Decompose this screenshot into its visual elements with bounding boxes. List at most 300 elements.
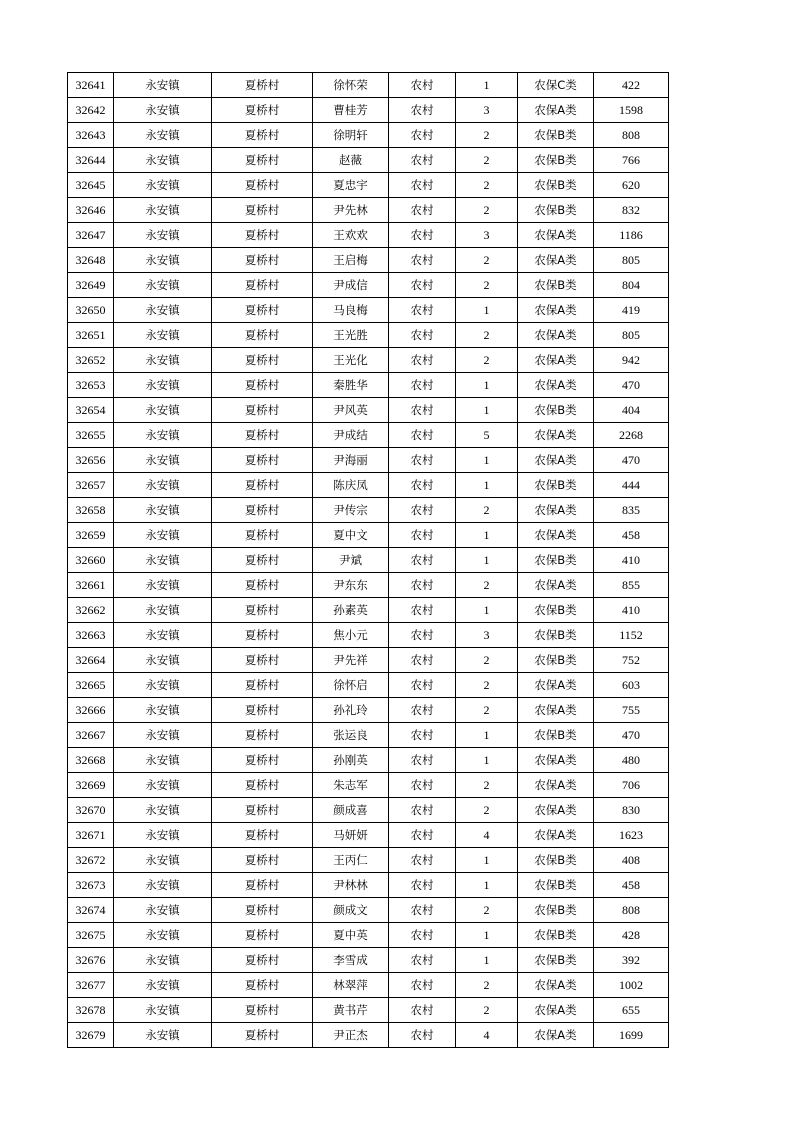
cell-household-size: 2	[456, 698, 518, 723]
cell-village: 夏桥村	[212, 73, 313, 98]
cell-name: 夏中文	[313, 523, 389, 548]
cell-village: 夏桥村	[212, 598, 313, 623]
cell-village: 夏桥村	[212, 673, 313, 698]
cell-amount: 470	[594, 723, 669, 748]
cell-insurance-type: 农保B类	[518, 473, 594, 498]
cell-name: 林翠萍	[313, 973, 389, 998]
cell-town: 永安镇	[114, 623, 212, 648]
cell-village: 夏桥村	[212, 698, 313, 723]
table-row	[68, 598, 669, 623]
table-row	[68, 248, 669, 273]
cell-amount: 1186	[594, 223, 669, 248]
table-row	[68, 648, 669, 673]
cell-town: 永安镇	[114, 198, 212, 223]
cell-serial-number: 32654	[68, 398, 114, 423]
cell-amount: 830	[594, 798, 669, 823]
cell-village: 夏桥村	[212, 898, 313, 923]
cell-amount: 1699	[594, 1023, 669, 1048]
cell-name: 徐怀荣	[313, 73, 389, 98]
cell-household-size: 3	[456, 223, 518, 248]
cell-category: 农村	[389, 273, 456, 298]
cell-insurance-type: 农保A类	[518, 348, 594, 373]
cell-serial-number: 32667	[68, 723, 114, 748]
cell-insurance-type: 农保B类	[518, 648, 594, 673]
cell-name: 王丙仁	[313, 848, 389, 873]
cell-household-size: 2	[456, 673, 518, 698]
cell-name: 颜成喜	[313, 798, 389, 823]
cell-amount: 1002	[594, 973, 669, 998]
cell-household-size: 1	[456, 548, 518, 573]
cell-village: 夏桥村	[212, 798, 313, 823]
cell-insurance-type: 农保B类	[518, 923, 594, 948]
cell-household-size: 2	[456, 123, 518, 148]
cell-town: 永安镇	[114, 323, 212, 348]
cell-household-size: 1	[456, 723, 518, 748]
cell-category: 农村	[389, 698, 456, 723]
cell-name: 朱志军	[313, 773, 389, 798]
cell-village: 夏桥村	[212, 648, 313, 673]
cell-household-size: 2	[456, 973, 518, 998]
table-row	[68, 473, 669, 498]
cell-category: 农村	[389, 798, 456, 823]
cell-name: 尹东东	[313, 573, 389, 598]
cell-town: 永安镇	[114, 298, 212, 323]
cell-name: 黄书芹	[313, 998, 389, 1023]
cell-category: 农村	[389, 848, 456, 873]
cell-category: 农村	[389, 548, 456, 573]
cell-amount: 1623	[594, 823, 669, 848]
cell-serial-number: 32674	[68, 898, 114, 923]
cell-village: 夏桥村	[212, 373, 313, 398]
cell-household-size: 2	[456, 773, 518, 798]
cell-town: 永安镇	[114, 973, 212, 998]
cell-insurance-type: 农保B类	[518, 198, 594, 223]
cell-category: 农村	[389, 398, 456, 423]
cell-town: 永安镇	[114, 123, 212, 148]
cell-household-size: 1	[456, 848, 518, 873]
cell-household-size: 2	[456, 348, 518, 373]
cell-village: 夏桥村	[212, 98, 313, 123]
cell-town: 永安镇	[114, 248, 212, 273]
cell-category: 农村	[389, 73, 456, 98]
cell-serial-number: 32679	[68, 1023, 114, 1048]
cell-household-size: 1	[456, 748, 518, 773]
cell-category: 农村	[389, 423, 456, 448]
cell-amount: 603	[594, 673, 669, 698]
cell-serial-number: 32677	[68, 973, 114, 998]
cell-village: 夏桥村	[212, 448, 313, 473]
cell-insurance-type: 农保B类	[518, 548, 594, 573]
cell-name: 秦胜华	[313, 373, 389, 398]
table-row	[68, 573, 669, 598]
cell-village: 夏桥村	[212, 748, 313, 773]
cell-amount: 1598	[594, 98, 669, 123]
cell-insurance-type: 农保B类	[518, 948, 594, 973]
table-row	[68, 273, 669, 298]
cell-amount: 755	[594, 698, 669, 723]
cell-serial-number: 32668	[68, 748, 114, 773]
cell-household-size: 2	[456, 498, 518, 523]
cell-serial-number: 32656	[68, 448, 114, 473]
cell-serial-number: 32671	[68, 823, 114, 848]
cell-insurance-type: 农保A类	[518, 448, 594, 473]
cell-name: 王光化	[313, 348, 389, 373]
cell-amount: 2268	[594, 423, 669, 448]
cell-name: 尹传宗	[313, 498, 389, 523]
cell-town: 永安镇	[114, 373, 212, 398]
cell-insurance-type: 农保B类	[518, 173, 594, 198]
cell-amount: 470	[594, 448, 669, 473]
cell-amount: 408	[594, 848, 669, 873]
cell-household-size: 2	[456, 273, 518, 298]
cell-insurance-type: 农保B类	[518, 123, 594, 148]
cell-town: 永安镇	[114, 223, 212, 248]
cell-category: 农村	[389, 748, 456, 773]
cell-name: 马妍妍	[313, 823, 389, 848]
cell-name: 孙素英	[313, 598, 389, 623]
cell-amount: 804	[594, 273, 669, 298]
cell-category: 农村	[389, 248, 456, 273]
cell-name: 尹海丽	[313, 448, 389, 473]
cell-insurance-type: 农保B类	[518, 848, 594, 873]
cell-category: 农村	[389, 123, 456, 148]
cell-insurance-type: 农保A类	[518, 98, 594, 123]
cell-town: 永安镇	[114, 823, 212, 848]
cell-town: 永安镇	[114, 348, 212, 373]
cell-town: 永安镇	[114, 923, 212, 948]
cell-town: 永安镇	[114, 723, 212, 748]
cell-town: 永安镇	[114, 73, 212, 98]
cell-serial-number: 32649	[68, 273, 114, 298]
cell-serial-number: 32670	[68, 798, 114, 823]
cell-household-size: 1	[456, 398, 518, 423]
cell-name: 夏忠宇	[313, 173, 389, 198]
cell-category: 农村	[389, 523, 456, 548]
cell-name: 尹先林	[313, 198, 389, 223]
cell-town: 永安镇	[114, 1023, 212, 1048]
cell-serial-number: 32653	[68, 373, 114, 398]
cell-serial-number: 32660	[68, 548, 114, 573]
cell-category: 农村	[389, 923, 456, 948]
cell-town: 永安镇	[114, 273, 212, 298]
cell-serial-number: 32643	[68, 123, 114, 148]
cell-amount: 855	[594, 573, 669, 598]
cell-insurance-type: 农保A类	[518, 248, 594, 273]
cell-serial-number: 32673	[68, 873, 114, 898]
cell-insurance-type: 农保B类	[518, 398, 594, 423]
cell-town: 永安镇	[114, 598, 212, 623]
cell-household-size: 1	[456, 373, 518, 398]
cell-name: 王光胜	[313, 323, 389, 348]
table-row	[68, 98, 669, 123]
cell-name: 焦小元	[313, 623, 389, 648]
cell-insurance-type: 农保A类	[518, 773, 594, 798]
cell-name: 王启梅	[313, 248, 389, 273]
cell-household-size: 1	[456, 523, 518, 548]
cell-category: 农村	[389, 223, 456, 248]
cell-name: 尹正杰	[313, 1023, 389, 1048]
cell-village: 夏桥村	[212, 348, 313, 373]
cell-household-size: 2	[456, 898, 518, 923]
cell-serial-number: 32672	[68, 848, 114, 873]
cell-amount: 458	[594, 523, 669, 548]
cell-serial-number: 32646	[68, 198, 114, 223]
cell-insurance-type: 农保A类	[518, 223, 594, 248]
cell-town: 永安镇	[114, 448, 212, 473]
table-row	[68, 423, 669, 448]
cell-town: 永安镇	[114, 948, 212, 973]
cell-name: 曹桂芳	[313, 98, 389, 123]
cell-village: 夏桥村	[212, 248, 313, 273]
table-row	[68, 298, 669, 323]
cell-village: 夏桥村	[212, 173, 313, 198]
cell-insurance-type: 农保A类	[518, 523, 594, 548]
cell-category: 农村	[389, 673, 456, 698]
cell-name: 颜成文	[313, 898, 389, 923]
cell-insurance-type: 农保A类	[518, 1023, 594, 1048]
cell-insurance-type: 农保B类	[518, 873, 594, 898]
cell-serial-number: 32659	[68, 523, 114, 548]
cell-amount: 480	[594, 748, 669, 773]
cell-name: 尹斌	[313, 548, 389, 573]
cell-insurance-type: 农保B类	[518, 148, 594, 173]
cell-town: 永安镇	[114, 673, 212, 698]
cell-amount: 706	[594, 773, 669, 798]
cell-name: 孙礼玲	[313, 698, 389, 723]
cell-household-size: 1	[456, 473, 518, 498]
cell-name: 徐明轩	[313, 123, 389, 148]
cell-town: 永安镇	[114, 498, 212, 523]
cell-town: 永安镇	[114, 573, 212, 598]
cell-insurance-type: 农保A类	[518, 323, 594, 348]
cell-amount: 392	[594, 948, 669, 973]
cell-insurance-type: 农保A类	[518, 423, 594, 448]
cell-name: 孙刚英	[313, 748, 389, 773]
table-row	[68, 948, 669, 973]
cell-household-size: 2	[456, 573, 518, 598]
cell-amount: 805	[594, 323, 669, 348]
cell-serial-number: 32650	[68, 298, 114, 323]
cell-village: 夏桥村	[212, 573, 313, 598]
cell-name: 尹成信	[313, 273, 389, 298]
cell-serial-number: 32661	[68, 573, 114, 598]
cell-insurance-type: 农保A类	[518, 498, 594, 523]
table-row	[68, 898, 669, 923]
table-row	[68, 198, 669, 223]
cell-village: 夏桥村	[212, 848, 313, 873]
cell-village: 夏桥村	[212, 123, 313, 148]
cell-household-size: 1	[456, 598, 518, 623]
cell-category: 农村	[389, 773, 456, 798]
cell-amount: 458	[594, 873, 669, 898]
cell-category: 农村	[389, 623, 456, 648]
cell-town: 永安镇	[114, 148, 212, 173]
cell-amount: 428	[594, 923, 669, 948]
cell-village: 夏桥村	[212, 973, 313, 998]
cell-serial-number: 32655	[68, 423, 114, 448]
cell-amount: 752	[594, 648, 669, 673]
cell-name: 尹风英	[313, 398, 389, 423]
cell-amount: 808	[594, 898, 669, 923]
cell-household-size: 1	[456, 298, 518, 323]
cell-insurance-type: 农保A类	[518, 998, 594, 1023]
cell-serial-number: 32664	[68, 648, 114, 673]
cell-amount: 808	[594, 123, 669, 148]
cell-category: 农村	[389, 1023, 456, 1048]
cell-name: 马良梅	[313, 298, 389, 323]
cell-household-size: 2	[456, 998, 518, 1023]
cell-amount: 404	[594, 398, 669, 423]
cell-name: 李雪成	[313, 948, 389, 973]
cell-name: 尹林林	[313, 873, 389, 898]
table-row	[68, 973, 669, 998]
data-table	[67, 72, 669, 1048]
cell-name: 徐怀启	[313, 673, 389, 698]
cell-category: 农村	[389, 973, 456, 998]
cell-village: 夏桥村	[212, 473, 313, 498]
cell-amount: 1152	[594, 623, 669, 648]
cell-town: 永安镇	[114, 773, 212, 798]
cell-amount: 766	[594, 148, 669, 173]
cell-village: 夏桥村	[212, 498, 313, 523]
cell-amount: 470	[594, 373, 669, 398]
cell-insurance-type: 农保A类	[518, 698, 594, 723]
cell-name: 张运良	[313, 723, 389, 748]
cell-village: 夏桥村	[212, 548, 313, 573]
table-row	[68, 148, 669, 173]
cell-town: 永安镇	[114, 898, 212, 923]
cell-town: 永安镇	[114, 748, 212, 773]
cell-village: 夏桥村	[212, 198, 313, 223]
cell-serial-number: 32662	[68, 598, 114, 623]
cell-name: 尹先祥	[313, 648, 389, 673]
cell-category: 农村	[389, 148, 456, 173]
cell-category: 农村	[389, 323, 456, 348]
cell-category: 农村	[389, 723, 456, 748]
cell-village: 夏桥村	[212, 398, 313, 423]
table-row	[68, 373, 669, 398]
cell-town: 永安镇	[114, 648, 212, 673]
cell-name: 夏中英	[313, 923, 389, 948]
table-row	[68, 73, 669, 98]
cell-household-size: 2	[456, 798, 518, 823]
cell-village: 夏桥村	[212, 948, 313, 973]
cell-insurance-type: 农保C类	[518, 73, 594, 98]
cell-town: 永安镇	[114, 473, 212, 498]
cell-insurance-type: 农保A类	[518, 798, 594, 823]
table-row	[68, 323, 669, 348]
cell-serial-number: 32657	[68, 473, 114, 498]
cell-town: 永安镇	[114, 173, 212, 198]
cell-village: 夏桥村	[212, 323, 313, 348]
cell-town: 永安镇	[114, 98, 212, 123]
cell-town: 永安镇	[114, 873, 212, 898]
table-row	[68, 698, 669, 723]
cell-insurance-type: 农保B类	[518, 723, 594, 748]
cell-serial-number: 32665	[68, 673, 114, 698]
cell-amount: 422	[594, 73, 669, 98]
cell-town: 永安镇	[114, 698, 212, 723]
cell-category: 农村	[389, 898, 456, 923]
cell-category: 农村	[389, 873, 456, 898]
cell-amount: 805	[594, 248, 669, 273]
cell-insurance-type: 农保A类	[518, 823, 594, 848]
cell-village: 夏桥村	[212, 223, 313, 248]
table-row	[68, 998, 669, 1023]
cell-village: 夏桥村	[212, 823, 313, 848]
cell-village: 夏桥村	[212, 523, 313, 548]
cell-category: 农村	[389, 648, 456, 673]
cell-household-size: 4	[456, 1023, 518, 1048]
cell-household-size: 3	[456, 98, 518, 123]
cell-serial-number: 32676	[68, 948, 114, 973]
cell-town: 永安镇	[114, 998, 212, 1023]
cell-category: 农村	[389, 348, 456, 373]
table-row	[68, 773, 669, 798]
cell-serial-number: 32647	[68, 223, 114, 248]
cell-name: 陈庆凤	[313, 473, 389, 498]
cell-insurance-type: 农保A类	[518, 748, 594, 773]
table-row	[68, 823, 669, 848]
cell-household-size: 3	[456, 623, 518, 648]
cell-household-size: 2	[456, 648, 518, 673]
cell-household-size: 1	[456, 448, 518, 473]
cell-household-size: 2	[456, 323, 518, 348]
table-row	[68, 548, 669, 573]
cell-insurance-type: 农保B类	[518, 623, 594, 648]
cell-amount: 419	[594, 298, 669, 323]
cell-serial-number: 32669	[68, 773, 114, 798]
cell-serial-number: 32652	[68, 348, 114, 373]
cell-household-size: 1	[456, 923, 518, 948]
cell-category: 农村	[389, 98, 456, 123]
cell-category: 农村	[389, 498, 456, 523]
cell-village: 夏桥村	[212, 773, 313, 798]
cell-insurance-type: 农保A类	[518, 298, 594, 323]
table-row	[68, 848, 669, 873]
cell-amount: 832	[594, 198, 669, 223]
cell-serial-number: 32648	[68, 248, 114, 273]
cell-insurance-type: 农保A类	[518, 373, 594, 398]
cell-village: 夏桥村	[212, 273, 313, 298]
table-row	[68, 123, 669, 148]
table-row	[68, 348, 669, 373]
cell-town: 永安镇	[114, 848, 212, 873]
cell-serial-number: 32666	[68, 698, 114, 723]
table-row	[68, 1023, 669, 1048]
cell-amount: 410	[594, 548, 669, 573]
cell-household-size: 1	[456, 948, 518, 973]
table-row	[68, 923, 669, 948]
cell-category: 农村	[389, 998, 456, 1023]
cell-category: 农村	[389, 448, 456, 473]
cell-town: 永安镇	[114, 523, 212, 548]
cell-household-size: 4	[456, 823, 518, 848]
cell-serial-number: 32645	[68, 173, 114, 198]
cell-amount: 444	[594, 473, 669, 498]
table-row	[68, 448, 669, 473]
cell-town: 永安镇	[114, 798, 212, 823]
cell-household-size: 2	[456, 198, 518, 223]
table-row	[68, 673, 669, 698]
cell-serial-number: 32678	[68, 998, 114, 1023]
table-row	[68, 873, 669, 898]
cell-village: 夏桥村	[212, 873, 313, 898]
cell-category: 农村	[389, 823, 456, 848]
cell-category: 农村	[389, 473, 456, 498]
cell-category: 农村	[389, 948, 456, 973]
cell-insurance-type: 农保B类	[518, 273, 594, 298]
